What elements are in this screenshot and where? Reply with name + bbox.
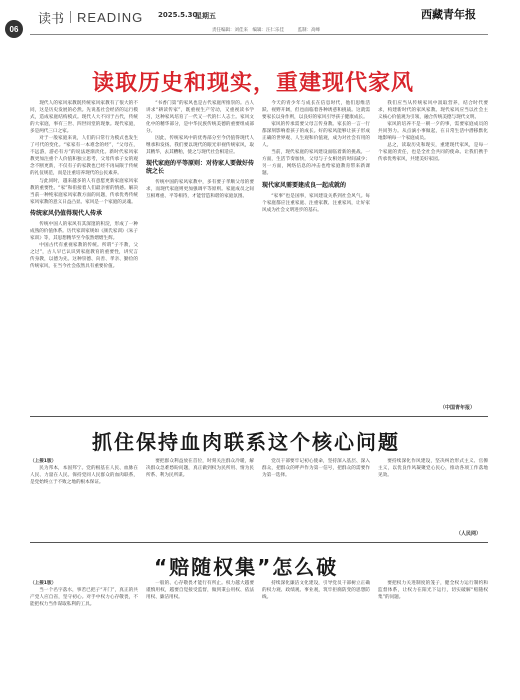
section-divider-2 <box>30 542 488 543</box>
page-number-badge: 06 <box>5 20 23 38</box>
paragraph: 要把权力关进制度的笼子，健全权力运行制约和监督体系，让权力在阳光下运行，切实破解“赔随权集”的问题。 <box>378 581 488 601</box>
paragraph: 家风的传承需要父母言传身教。家长的一言一行都深刻影响着孩子的成长。好的家风能够让孩子形成正确的世界观、人生观和价值观，成为对社会有用的人。 <box>262 122 370 149</box>
paragraph: 当前，现代家庭的家风建设面临着新的挑战。一方面，生活节奏加快，父母与子女相处的时间减少；另一方面，网络信息的冲击也给家庭教育带来新课题。 <box>262 150 370 177</box>
article1-headline: 读取历史和现实，重建现代家风 <box>92 71 415 96</box>
paragraph: 中国古代有重视家教的传统。所谓“子不教，父之过”，古人早已认识到家庭教育的重要性，讲究言传身教，以德为先。这种崇德、向善、孝亲、勤俭的传统家风，在当今社会依然具有重要价值。 <box>30 242 138 269</box>
section-label <box>38 9 144 27</box>
paragraph: 民为邦本，本固邦宁。党的根基在人民、血脉在人民、力量在人民。保持党同人民群众的血肉联系，是党始终立于不败之地的根本保证。 <box>30 466 138 486</box>
article1-subheading-1: 传统家风仍值得现代人传承 <box>30 209 103 217</box>
paragraph: 传统中国人的家风有其深邃的积淀，形成了一种成熟的价值体系。历代家训家规如《颜氏家训》《朱子家训》等，其思想精华至今依然熠熠生辉。 <box>30 221 138 241</box>
paragraph: 与此同时，越来越多的人有意愿更新家庭家风家教的重要性。“家”和衔接着人们最亲密的情感。解决当前一种纯家庭家风家教方面的问题，传承优秀传统家风家教的意义日益凸显。家风是一个家庭的灵魂。 <box>30 178 138 205</box>
paragraph: 一般的、心存敬畏才能行有所止。权力越大越要谨慎用权，越要自觉接受监督，做到秉公用权、依法用权、廉洁用权。 <box>146 581 254 601</box>
article1-column-1 <box>30 100 138 416</box>
editor-credits: 责任编辑：刘佳来 编辑：汪仁乐佳 监制：高峰 <box>212 28 320 33</box>
section-en: READING <box>77 9 144 25</box>
paper-name: 西藏青年报 <box>421 8 476 21</box>
paragraph: 家风的培养不是一朝一夕的事，需要家庭成员的共同努力。从点滴小事做起，在日常生活中潜移默化地影响每一个家庭成员。 <box>378 122 488 142</box>
paragraph: 我们应当从传统家风中汲取营养，结合时代要求，构建新时代的家风家教。现代家风应当以社会主义核心价值观为引领，融合传统美德与现代文明。 <box>378 101 488 121</box>
article1-subheading-3: 现代家风需要建成良一起成就的 <box>262 181 347 189</box>
masthead <box>0 0 520 42</box>
article3-column-4 <box>378 580 488 694</box>
article2-source: （人民网） <box>456 531 482 537</box>
article3-column-3 <box>262 580 370 694</box>
paragraph: “家事”也是国事，家风建设关系到社会风气。每个家庭都应注重家庭、注重家教、注重家风，让好家风成为社会文明进步的基石。 <box>262 193 370 213</box>
article2-column-3 <box>262 458 370 536</box>
issue-date: 2025.5.30 <box>158 11 198 19</box>
article3-column-1 <box>30 580 138 694</box>
article1-column-4 <box>378 100 488 400</box>
article2-byline: （上接1版） <box>30 459 57 464</box>
paragraph: 现代人的家风家教既传统家风家教有了很大的不同，这是历史发展的必然。先说基社会经济的运行模式，造成家庭结构模式。现代人大不同于古代，传统的大家庭，事有三世、四世同堂的现象。现代家庭，多是两代三口之家。 <box>30 101 138 135</box>
paragraph: 要把群众利益放在首位，时刻关注群众冷暖，解决群众急难愁盼问题，真正做到权为民所用、情为民所系、利为民所谋。 <box>146 459 254 479</box>
article3-headline: “赔随权集”怎么破 <box>154 555 339 579</box>
paragraph: “书香门第”的家风也是古代家庭所推崇的。古人讲求“耕读传家”，既重视生产劳动，又重视读书学习，这种家风培育了一代又一代的仁人志士。家风文化中的精华部分，是中华民族传统美德的重要组成部分。 <box>146 101 254 135</box>
paragraph: 当一个名字落水，事若已把子“开门”，真正的共产党人应自省，坚守初心。对手中权力心存敬畏，不能把权力当作谋取私利的工具。 <box>30 588 138 608</box>
paragraph: 总之，读取历史和现实，重建现代家风，是每一个家庭的责任，也是全社会共同的使命。让我们携手传承优秀家风，共建美好家园。 <box>378 143 488 163</box>
paragraph: 党员干部要牢记初心使命，坚持深入基层、深入群众，把群众的呼声作为第一信号，把群众的需要作为第一选择。 <box>262 459 370 479</box>
article2-column-1 <box>30 458 138 536</box>
article1-column-3 <box>262 100 370 416</box>
article3-column-2 <box>146 580 254 694</box>
article1-column-2 <box>146 100 254 416</box>
article1-subheading-2: 现代家庭的平等原则：对待家人要做好传统之长 <box>146 160 254 176</box>
issue-weekday: 星期五 <box>195 12 216 20</box>
article1-source: （中国青年报） <box>440 405 476 411</box>
section-cn: 读书 <box>38 11 65 27</box>
article2-headline: 抓住保持血肉联系这个核心问题 <box>92 430 400 454</box>
section-divider <box>70 11 71 23</box>
article2-column-4 <box>378 458 488 528</box>
paragraph: 要持续深化作风建设，坚决纠治形式主义、官僚主义，以优良作风凝聚党心民心，推动各项工作落地见效。 <box>378 459 488 479</box>
section-divider-1 <box>30 416 488 417</box>
paragraph: 传统中国的家风家教中，多有要子孝顺父母的要求，而现代家庭则更加强调平等原则。家庭成员之间互相尊重、平等相待，才能营造和谐的家庭氛围。 <box>146 180 254 200</box>
paragraph: 对于一般家庭来说，人们的日常行为模式也发生了可代的变化。“家家有一本难念的经”，“父母在，不远游，游必有方”的说法逐渐淡化。新时代家风家教更加注重个人价值和独立思考，父母传承子女的观念不断更新，不仅有子的家教也已经不再局限于传统的礼仪规范，而是注重培养现代的公民素养。 <box>30 136 138 177</box>
paragraph: 今天的青少年与成长在信息时代，他们思维活跃、视野开阔，但也面临着各种诱惑和挑战。这就需要家长以身作则，以良好的家风引导孩子健康成长。 <box>262 101 370 121</box>
article2-column-2 <box>146 458 254 536</box>
masthead-rule <box>30 34 488 35</box>
paragraph: 因此，传统家风中的优秀部分至今仍值得现代人继承和发扬。我们要以现代的眼光审视传统家风，取其精华，去其糟粕，使之与现代社会相适应。 <box>146 136 254 156</box>
paragraph: 持续深化廉洁文化建设，引导党员干部树立正确的权力观、政绩观、事业观，筑牢拒腐防变的思想防线。 <box>262 581 370 601</box>
article3-byline: （上接1版） <box>30 581 57 586</box>
